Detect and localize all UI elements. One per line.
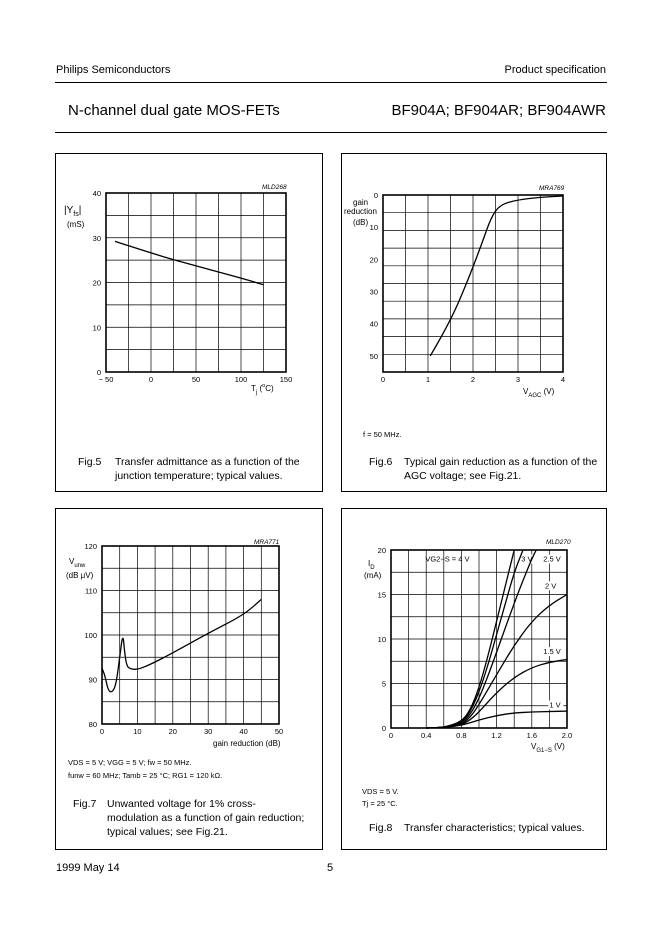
- header-rule: [55, 82, 607, 83]
- y-tick-label: 50: [369, 351, 378, 361]
- x-axis-label: $V_{G1-S}$ (V): [531, 742, 565, 754]
- header-company: Philips Semiconductors: [56, 64, 171, 76]
- page-title: N-channel dual gate MOS-FETs: [68, 102, 280, 119]
- y-tick-label: 40: [369, 319, 378, 329]
- x-axis-label: gain reduction (dB): [213, 739, 281, 748]
- x-tick-label: 1.6: [526, 731, 538, 740]
- caption-text: Typical gain reduction as a function of the AGC voltage; see Fig.21.: [404, 456, 598, 482]
- x-tick-label: 30: [204, 727, 213, 736]
- x-tick-label: 0: [99, 727, 105, 736]
- figure-note: f = 50 MHz.: [363, 430, 402, 439]
- y-axis-unit: (dB μV): [66, 571, 94, 580]
- y-tick-label: 40: [92, 189, 101, 198]
- caption-number: Fig.6: [369, 456, 393, 468]
- y-tick-label: 20: [377, 546, 386, 555]
- y-tick-label: 100: [84, 631, 97, 640]
- y-axis-label: $V_{unw}$: [69, 557, 86, 569]
- y-tick-label: 20: [369, 255, 378, 265]
- figure-note-1: VDS = 5 V.: [362, 787, 399, 796]
- figure-note-2: funw = 60 MHz; Tamb = 25 °C; RG1 = 120 kΩ.: [68, 771, 223, 780]
- figure-code: MRA771: [254, 539, 280, 546]
- x-tick-label: 10: [133, 727, 142, 736]
- y-tick-label: 20: [92, 278, 101, 288]
- y-tick-label: 30: [369, 287, 378, 297]
- curve-label: 1 V: [549, 700, 561, 710]
- x-tick-label: 0.8: [456, 731, 467, 740]
- y-tick-label: 10: [369, 223, 378, 233]
- x-axis-label: $V_{AGC}$ (V): [523, 387, 555, 399]
- y-axis-unit: (dB): [353, 218, 369, 227]
- part-numbers: BF904A; BF904AR; BF904AWR: [391, 102, 606, 119]
- page-number: 5: [327, 862, 334, 874]
- legend-label: VG2−S = 4 V: [425, 554, 470, 564]
- caption-number: Fig.8: [369, 822, 393, 834]
- x-tick-label: 0: [148, 375, 154, 384]
- figure-code: MLD270: [546, 539, 571, 546]
- curve-label: 2.5 V: [543, 554, 561, 564]
- figure-8-chart: [341, 508, 607, 850]
- y-axis-unit: (mA): [364, 571, 382, 580]
- header-doc-type: Product specification: [504, 64, 606, 76]
- footer-date: 1999 May 14: [56, 862, 120, 874]
- x-tick-label: 1.2: [491, 731, 502, 740]
- curve-label: 3 V: [521, 554, 533, 564]
- caption-text: Unwanted voltage for 1% cross-modulation as a function of gain reduction; typical values; see Fig.21.: [107, 798, 305, 838]
- figure-code: MLD268: [262, 184, 287, 191]
- y-tick-label: 15: [377, 590, 386, 600]
- figure-5-chart: [55, 153, 323, 492]
- caption-text: Transfer characteristics; typical values.: [404, 822, 585, 834]
- y-axis-unit: (mS): [67, 220, 85, 229]
- x-tick-label: 50: [274, 727, 284, 736]
- x-axis-label: $T_j$ ($^o$C): [251, 383, 274, 396]
- x-tick-label: 40: [239, 727, 248, 736]
- figure-note-2: Tj = 25 °C.: [362, 799, 398, 808]
- series-line-Vunw: [102, 599, 261, 691]
- curve-label: 1.5 V: [543, 647, 561, 657]
- figure-code: MRA769: [539, 185, 565, 192]
- curve-label: 2 V: [545, 581, 557, 591]
- y-tick-label: 10: [92, 323, 101, 333]
- x-tick-label: 50: [191, 375, 201, 384]
- caption-number: Fig.5: [78, 456, 102, 468]
- x-tick-label: 1: [425, 375, 431, 384]
- y-tick-label: 10: [377, 635, 386, 644]
- x-tick-label: 0: [388, 731, 394, 740]
- x-tick-label: 3: [515, 375, 521, 384]
- x-tick-label: 0: [380, 375, 386, 384]
- figure-note-1: VDS = 5 V; VGG = 5 V; fw = 50 MHz.: [68, 758, 192, 767]
- x-tick-label: 2.0: [561, 731, 573, 740]
- x-tick-label: 4: [560, 375, 566, 384]
- y-tick-label: 0: [373, 191, 378, 200]
- x-tick-label: 0.4: [420, 731, 432, 740]
- x-tick-label: 100: [234, 375, 248, 384]
- x-tick-label: − 50: [98, 375, 114, 384]
- y-tick-label: 110: [85, 586, 97, 596]
- y-tick-label: 0: [96, 368, 101, 377]
- figure-6-chart: [341, 153, 607, 492]
- y-tick-label: 80: [88, 720, 97, 729]
- y-tick-label: 0: [381, 724, 386, 733]
- y-axis-label: $|Y_{fs}|$: [64, 205, 82, 218]
- y-tick-label: 5: [381, 679, 386, 689]
- y-axis-label-2: reduction: [344, 207, 377, 216]
- caption-number: Fig.7: [73, 798, 97, 810]
- x-tick-label: 20: [168, 727, 177, 736]
- caption-text: Transfer admittance as a function of the junction temperature; typical values.: [115, 456, 300, 482]
- title-rule: [55, 132, 607, 133]
- y-tick-label: 90: [88, 675, 97, 685]
- y-axis-label: $I_D$: [368, 559, 375, 571]
- y-axis-label: gain: [353, 198, 369, 207]
- y-tick-label: 120: [84, 542, 97, 551]
- x-tick-label: 150: [279, 375, 293, 384]
- x-tick-label: 2: [470, 375, 476, 384]
- y-tick-label: 30: [92, 233, 101, 243]
